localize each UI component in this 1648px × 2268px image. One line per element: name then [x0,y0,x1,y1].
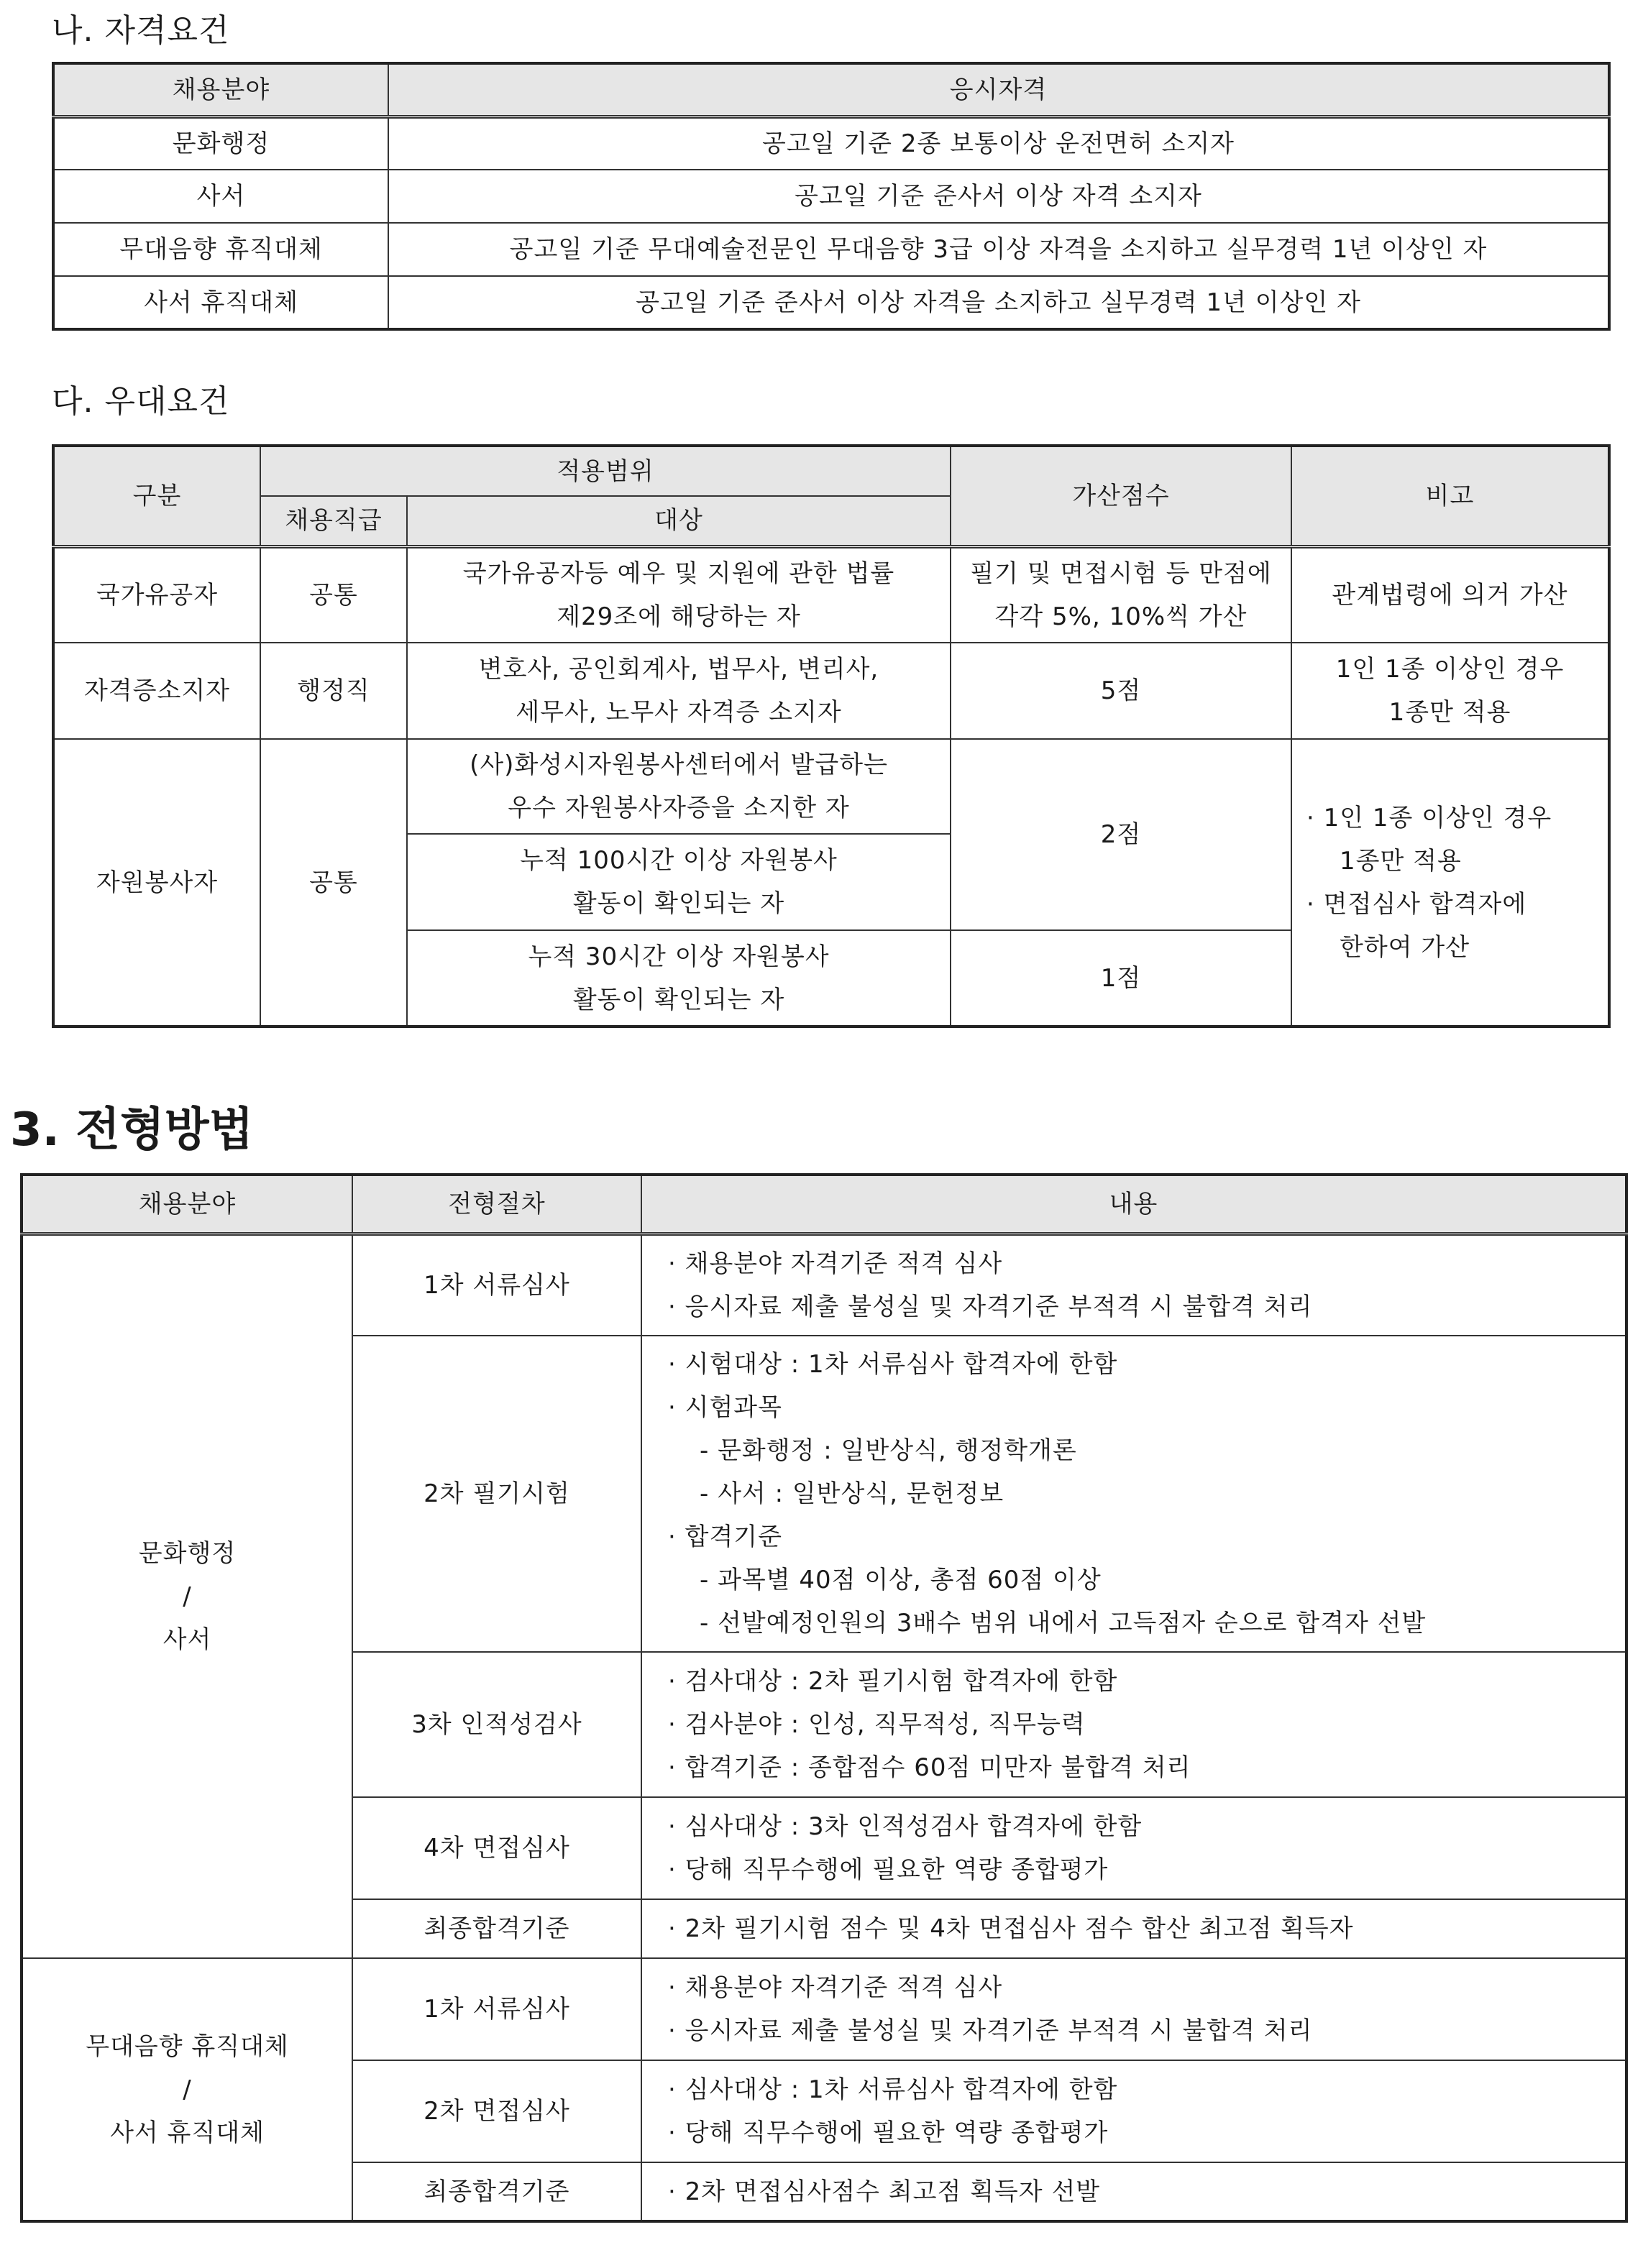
note-cell: 관계법령에 의거 가산 [1291,546,1609,643]
position-cell: 공통 [260,546,407,643]
text-line: · 합격기준 : 종합점수 60점 미만자 불합격 처리 [668,1753,1191,1782]
table-row [53,739,1609,834]
procedure-cell: 4차 면접심사 [352,1797,641,1899]
field-cell [22,1234,352,1958]
note-cell [1291,739,1609,1027]
column-header-qualification: 응시자격 [388,63,1609,116]
content-cell [641,2060,1626,2162]
content-cell [641,1234,1626,1336]
procedure-cell: 2차 면접심사 [352,2060,641,2162]
qualification-cell: 공고일 기준 2종 보통이상 운전면허 소지자 [388,116,1609,170]
table-header-row [22,1175,1626,1234]
text-line: · 채용분야 자격기준 적격 심사 [668,1973,1003,2002]
column-header-points: 가산점수 [951,446,1291,546]
text-line: · 시험대상 : 1차 서류심사 합격자에 한함 [668,1350,1118,1379]
table-row [53,170,1609,223]
text-line: / [183,2075,192,2104]
content-cell: · 2차 필기시험 점수 및 4차 면접심사 점수 합산 최고점 획득자 [641,1899,1626,1958]
qualification-cell: 공고일 기준 무대예술전문인 무대음향 3급 이상 자격을 소지하고 실무경력 1년 이상인 자 [388,223,1609,276]
text-line: · 당해 직무수행에 필요한 역량 종합평가 [668,1855,1109,1884]
text-line: · 당해 직무수행에 필요한 역량 종합평가 [668,2118,1109,2147]
text-line: 1종만 적용 [1340,846,1462,876]
procedure-cell: 3차 인적성검사 [352,1652,641,1797]
text-line: (사)화성시자원봉사센터에서 발급하는 [470,750,888,779]
text-line: 한하여 가산 [1340,932,1470,962]
column-header-note: 비고 [1291,446,1609,546]
table-row [53,546,1609,643]
text-line: 활동이 확인되는 자 [572,985,785,1014]
text-line: 변호사, 공인회계사, 법무사, 변리사, [478,655,879,684]
qualification-table [52,62,1611,331]
text-line: 무대음향 휴직대체 [86,2031,289,2061]
text-line: · 검사분야 : 인성, 직무적성, 직무능력 [668,1710,1086,1739]
qualification-cell: 공고일 기준 준사서 이상 자격을 소지하고 실무경력 1년 이상인 자 [388,276,1609,329]
points-cell: 1점 [951,930,1291,1027]
text-line: 1종만 적용 [1388,698,1511,727]
target-cell [407,930,951,1027]
table-row [53,116,1609,170]
text-line: · 합격기준 [668,1523,782,1551]
column-header-field: 채용분야 [22,1175,352,1234]
text-line: 우수 자원봉사자증을 소지한 자 [508,794,850,822]
table-header-row [53,446,1609,496]
category-cell: 자격증소지자 [53,643,260,739]
column-header-field: 채용분야 [53,63,388,116]
column-header-category: 구분 [53,446,260,546]
text-line: 누적 100시간 이상 자원봉사 [520,846,838,875]
note-cell [1291,643,1609,739]
content-cell [641,1958,1626,2060]
text-line: · 1인 1종 이상인 경우 [1306,803,1552,832]
text-line: 필기 및 면접시험 등 만점에 [970,559,1272,588]
field-cell: 무대음향 휴직대체 [53,223,388,276]
text-line: - 사서 : 일반상식, 문헌정보 [700,1479,1004,1508]
field-cell: 사서 휴직대체 [53,276,388,329]
table-row [53,223,1609,276]
section-title-qualifications: 나. 자격요건 [52,12,230,49]
qualification-cell: 공고일 기준 준사서 이상 자격 소지자 [388,170,1609,223]
column-header-content: 내용 [641,1175,1626,1234]
text-line: 문화행정 [138,1538,237,1568]
procedure-cell: 1차 서류심사 [352,1958,641,2060]
text-line: · 응시자료 제출 불성실 및 자격기준 부적격 시 불합격 처리 [668,2016,1313,2045]
field-cell: 사서 [53,170,388,223]
selection-method-table [20,1173,1628,2223]
text-line: · 시험과목 [668,1393,782,1422]
text-line: · 응시자료 제출 불성실 및 자격기준 부적격 시 불합격 처리 [668,1292,1313,1321]
text-line: 각각 5%, 10%씩 가산 [994,602,1248,631]
procedure-cell: 1차 서류심사 [352,1234,641,1336]
content-cell [641,1797,1626,1899]
points-cell: 2점 [951,739,1291,930]
text-line: 사서 휴직대체 [110,2118,265,2147]
procedure-cell: 최종합격기준 [352,2162,641,2221]
content-cell [641,1652,1626,1797]
section-title-selection-method: 3. 전형방법 [10,1103,254,1157]
text-line: 세무사, 노무사 자격증 소지자 [516,698,842,727]
text-line: 제29조에 해당하는 자 [557,602,801,631]
text-line: · 심사대상 : 3차 인적성검사 합격자에 한함 [668,1812,1143,1841]
field-cell [22,1958,352,2221]
text-line: 국가유공자등 예우 및 지원에 관한 법률 [462,559,895,588]
procedure-cell: 최종합격기준 [352,1899,641,1958]
target-cell [407,834,951,930]
text-line: 사서 [162,1625,212,1654]
points-cell: 5점 [951,643,1291,739]
points-cell [951,546,1291,643]
field-cell: 문화행정 [53,116,388,170]
text-line: - 문화행정 : 일반상식, 행정학개론 [700,1436,1077,1465]
text-line: · 채용분야 자격기준 적격 심사 [668,1249,1003,1278]
category-cell: 자원봉사자 [53,739,260,1027]
text-line: - 과목별 40점 이상, 총점 60점 이상 [700,1566,1102,1594]
target-cell [407,643,951,739]
position-cell: 행정직 [260,643,407,739]
table-row [53,276,1609,329]
text-line: - 선발예정인원의 3배수 범위 내에서 고득점자 순으로 합격자 선발 [700,1609,1427,1638]
preference-table [52,444,1611,1028]
position-cell: 공통 [260,739,407,1027]
column-header-position: 채용직급 [260,496,407,546]
table-row [22,1234,1626,1336]
text-line: 누적 30시간 이상 자원봉사 [528,942,830,971]
column-header-procedure: 전형절차 [352,1175,641,1234]
text-line: 활동이 확인되는 자 [572,889,785,918]
content-cell: · 2차 면접심사점수 최고점 획득자 선발 [641,2162,1626,2221]
category-cell: 국가유공자 [53,546,260,643]
column-header-target: 대상 [407,496,951,546]
text-line: · 검사대상 : 2차 필기시험 합격자에 한함 [668,1667,1118,1696]
target-cell [407,546,951,643]
table-row [53,643,1609,739]
column-header-scope: 적용범위 [260,446,951,496]
target-cell [407,739,951,834]
text-line: 1인 1종 이상인 경우 [1335,655,1565,684]
table-row [22,1958,1626,2060]
content-cell [641,1336,1626,1652]
table-header-row [53,63,1609,116]
text-line: / [183,1581,192,1611]
text-line: · 면접심사 합격자에 [1306,889,1527,919]
text-line: · 심사대상 : 1차 서류심사 합격자에 한함 [668,2075,1118,2104]
procedure-cell: 2차 필기시험 [352,1336,641,1652]
section-title-preferences: 다. 우대요건 [52,383,230,420]
